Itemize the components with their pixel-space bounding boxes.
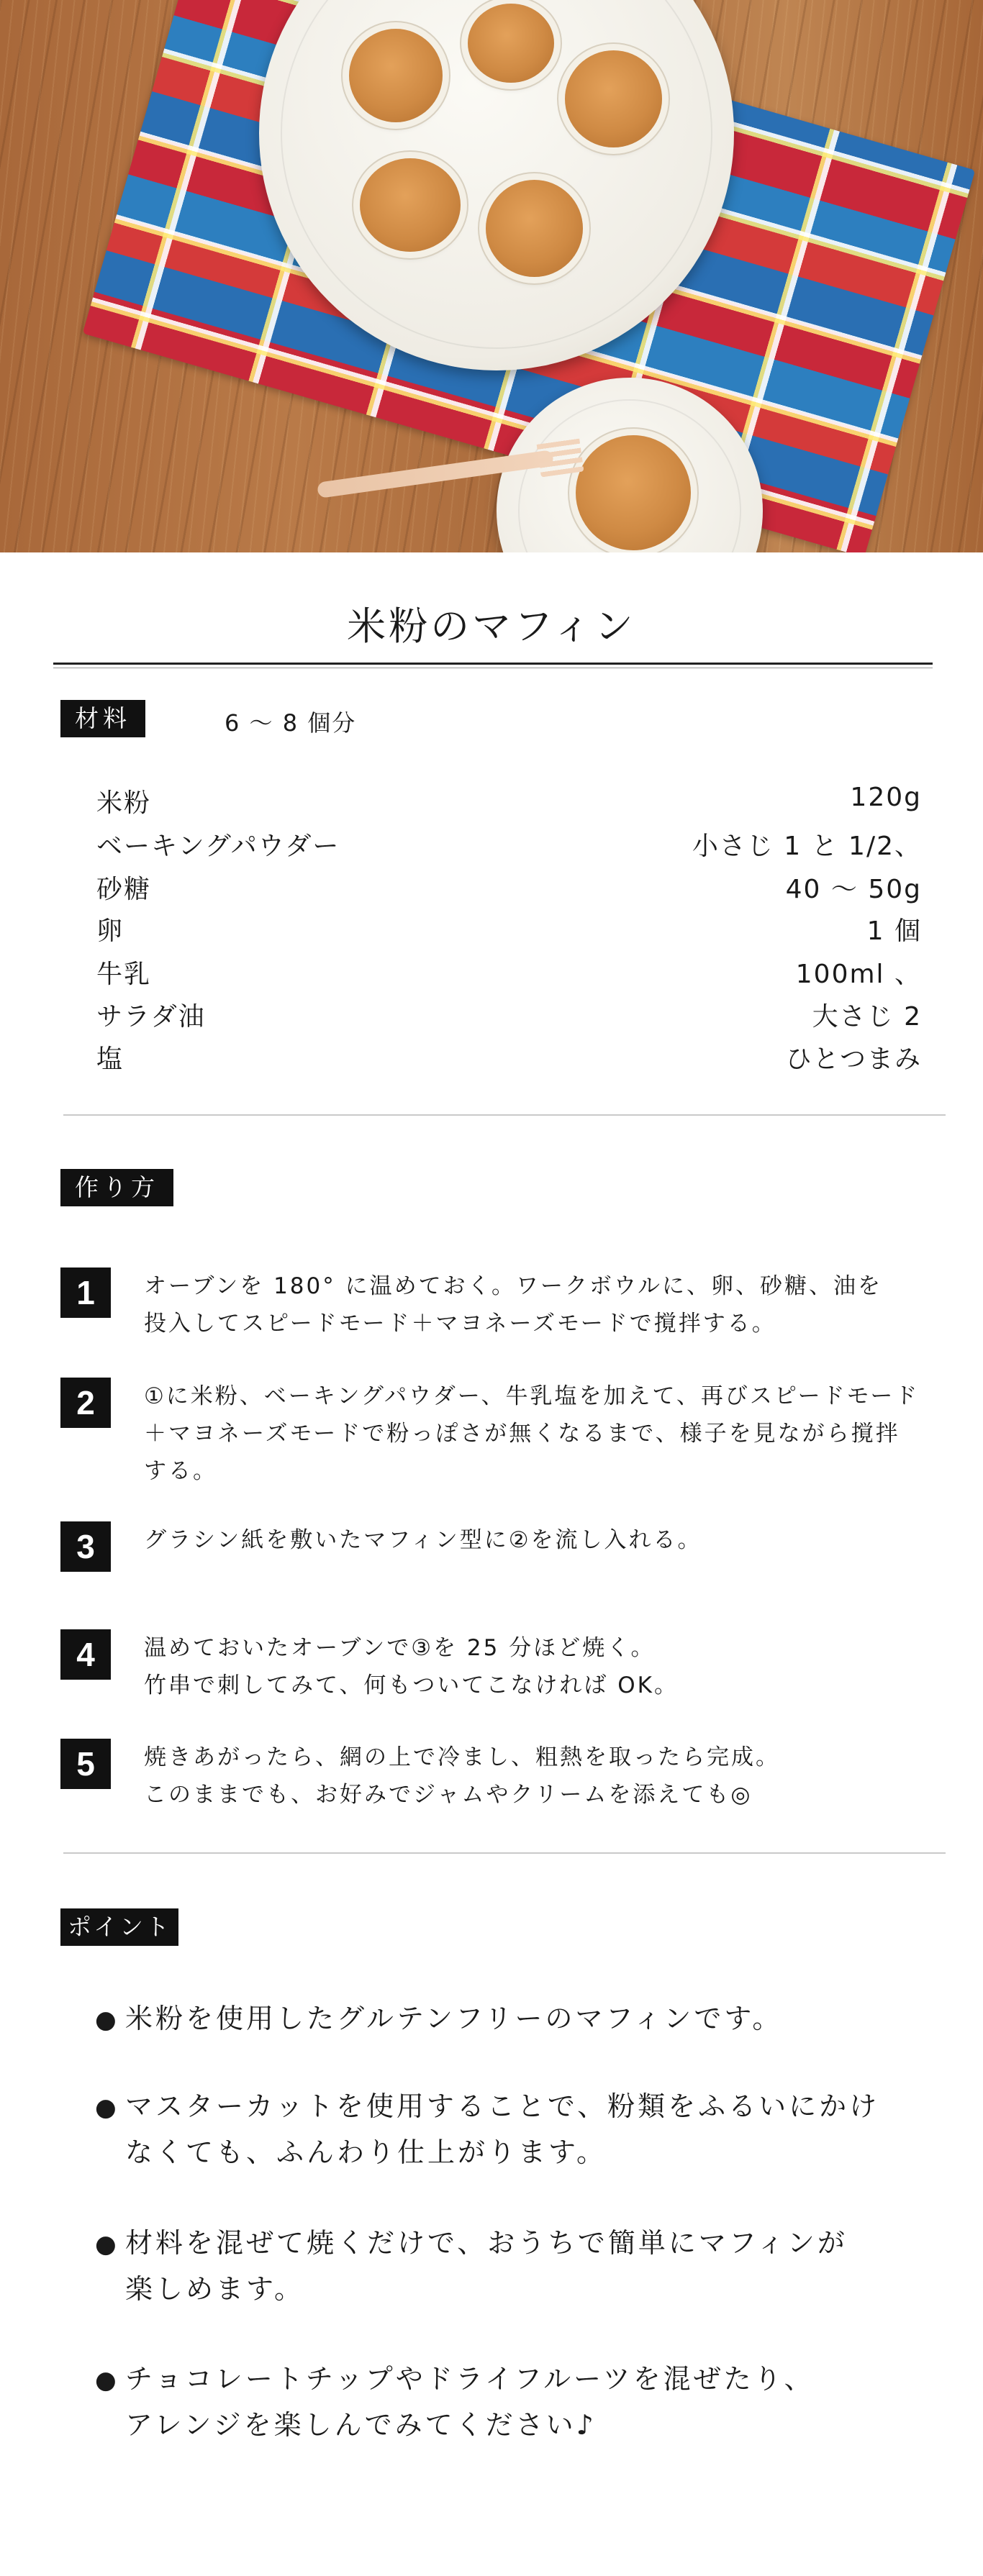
- step-text: [144, 1267, 943, 1342]
- point-item: [95, 2084, 930, 2175]
- step-line: ＋マヨネーズモードで粉っぽさが無くなるまで、様子を見ながら撹拌: [144, 1421, 900, 1447]
- step-number: 1: [60, 1267, 111, 1318]
- section-divider: [63, 1114, 946, 1116]
- step-line: ①に米粉、ベーキングパウダー、牛乳塩を加えて、再びスピードモード: [144, 1383, 920, 1409]
- point-item: [95, 2221, 930, 2311]
- step-number: 4: [60, 1629, 111, 1680]
- ingredient-qty: 大さじ 2: [812, 1002, 922, 1032]
- ingredient-name: サラダ油: [96, 1002, 206, 1032]
- step-text: [144, 1629, 943, 1704]
- step-line: 投入してスピードモード＋マヨネーズモードで撹拌する。: [144, 1311, 776, 1337]
- ingredients-label: 材料: [60, 700, 145, 737]
- step-text: [144, 1739, 943, 1813]
- step-line: 焼きあがったら、網の上で冷まし、粗熱を取ったら完成。: [144, 1744, 780, 1770]
- ingredient-qty: 小さじ 1 と 1/2、: [692, 832, 922, 861]
- step-number: 5: [60, 1739, 111, 1789]
- bullet-icon: ●: [95, 2093, 119, 2122]
- point-line: 材料を混ぜて焼くだけで、おうちで簡単にマフィンが: [125, 2227, 848, 2259]
- hero-photo: [0, 0, 983, 552]
- ingredient-name: ベーキングパウダー: [96, 832, 340, 861]
- points-label: ポイント: [60, 1908, 178, 1946]
- title-rule: [53, 663, 933, 665]
- step-text: [144, 1378, 943, 1490]
- ingredient-qty: 120g: [850, 783, 922, 812]
- ingredient-name: 塩: [96, 1044, 124, 1074]
- ingredient-qty: 100ml 、: [795, 960, 922, 989]
- ingredient-name: 牛乳: [96, 960, 152, 989]
- ingredient-name: 砂糖: [96, 875, 152, 904]
- muffin: [576, 435, 691, 550]
- section-divider: [63, 1852, 946, 1854]
- step-line: グラシン紙を敷いたマフィン型に②を流し入れる。: [144, 1527, 702, 1553]
- point-item: [95, 2357, 930, 2447]
- muffin: [349, 29, 443, 122]
- point-line: なくても、ふんわり仕上がります。: [125, 2136, 607, 2168]
- step-text: [144, 1521, 943, 1559]
- method-label: 作り方: [60, 1169, 173, 1206]
- point-line: チョコレートチップやドライフルーツを混ぜたり、: [125, 2363, 815, 2395]
- ingredient-qty: 40 〜 50g: [785, 875, 922, 904]
- ingredient-row: [96, 1039, 922, 1082]
- muffin: [565, 50, 662, 147]
- ingredient-row: [96, 954, 922, 997]
- step-line: する。: [144, 1458, 217, 1484]
- ingredient-qty: 1 個: [866, 916, 922, 946]
- servings-text: 6 〜 8 個分: [225, 709, 357, 737]
- step-line: このままでも、お好みでジャムやクリームを添えても◎: [144, 1782, 753, 1808]
- ingredient-row: [96, 869, 922, 912]
- point-line: 米粉を使用したグルテンフリーのマフィンです。: [125, 2003, 783, 2034]
- muffin: [468, 4, 554, 83]
- ingredient-row: [96, 826, 922, 869]
- bullet-icon: ●: [95, 2230, 119, 2259]
- step-number: 2: [60, 1378, 111, 1428]
- ingredient-name: 卵: [96, 916, 124, 946]
- step-number: 3: [60, 1521, 111, 1572]
- step-line: 竹串で刺してみて、何もついてこなければ OK。: [144, 1672, 679, 1698]
- point-item: [95, 1996, 930, 2042]
- muffin: [360, 158, 461, 252]
- ingredient-row: [96, 783, 922, 826]
- point-line: マスターカットを使用することで、粉類をふるいにかけ: [125, 2090, 880, 2122]
- page-title: 米粉のマフィン: [347, 604, 636, 649]
- bullet-icon: ●: [95, 2006, 119, 2034]
- point-line: 楽しめます。: [125, 2273, 304, 2305]
- ingredient-name: 米粉: [96, 788, 152, 818]
- point-line: アレンジを楽しんでみてください♪: [125, 2409, 597, 2441]
- ingredient-row: [96, 911, 922, 954]
- step-line: 温めておいたオーブンで③を 25 分ほど焼く。: [144, 1635, 656, 1661]
- bullet-icon: ●: [95, 2366, 119, 2395]
- ingredient-row: [96, 996, 922, 1039]
- step-line: オーブンを 180° に温めておく。ワークボウルに、卵、砂糖、油を: [144, 1273, 883, 1299]
- muffin: [486, 180, 583, 277]
- ingredient-qty: ひとつまみ: [785, 1044, 922, 1074]
